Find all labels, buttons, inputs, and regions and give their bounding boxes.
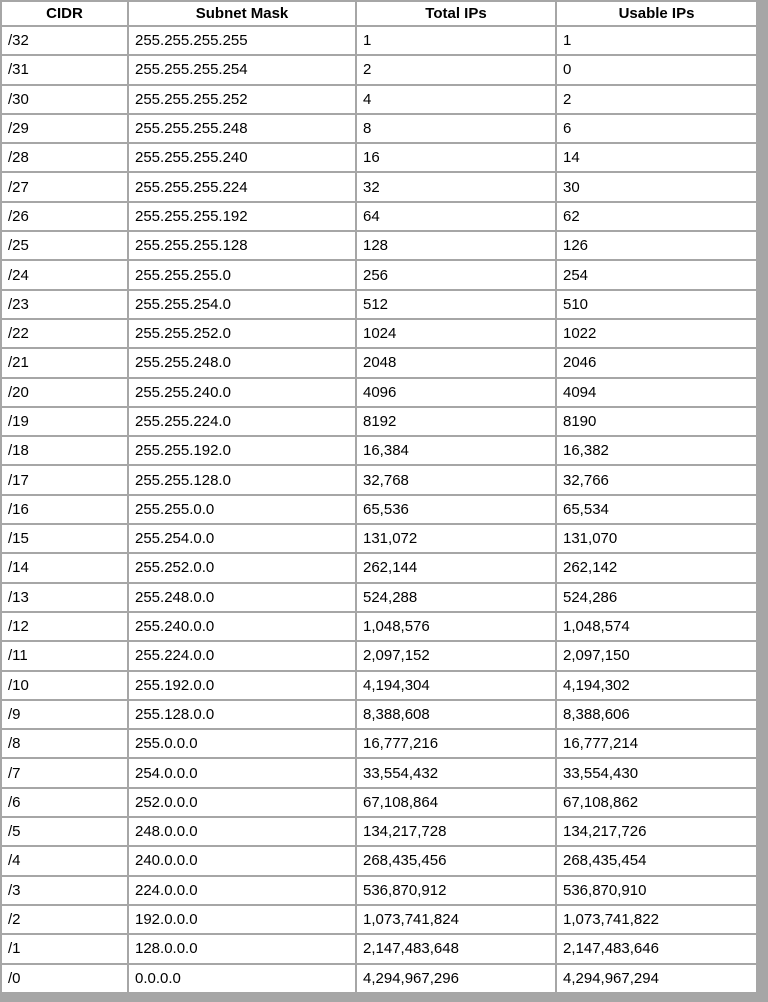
- total-ips-cell: 8192: [356, 407, 556, 436]
- table-row: [1, 231, 757, 260]
- usable-ips-cell: 2: [556, 85, 757, 114]
- table-row: [1, 817, 757, 846]
- cidr-cell: /28: [1, 143, 128, 172]
- subnet-mask-cell: 255.255.192.0: [128, 436, 356, 465]
- usable-ips-cell: 2,097,150: [556, 641, 757, 670]
- total-ips-cell: 256: [356, 260, 556, 289]
- total-ips-cell: 4,194,304: [356, 671, 556, 700]
- usable-ips-cell: 2,147,483,646: [556, 934, 757, 963]
- total-ips-cell: 4,294,967,296: [356, 964, 556, 994]
- column-header-total-ips: Total IPs: [356, 1, 556, 26]
- cidr-cell: /0: [1, 964, 128, 994]
- subnet-mask-cell: 255.255.255.252: [128, 85, 356, 114]
- total-ips-cell: 2,097,152: [356, 641, 556, 670]
- column-header-cidr: CIDR: [1, 1, 128, 26]
- subnet-mask-cell: 128.0.0.0: [128, 934, 356, 963]
- total-ips-cell: 65,536: [356, 495, 556, 524]
- usable-ips-cell: 4,194,302: [556, 671, 757, 700]
- subnet-mask-cell: 255.192.0.0: [128, 671, 356, 700]
- table-row: [1, 583, 757, 612]
- usable-ips-cell: 30: [556, 172, 757, 201]
- table-row: [1, 290, 757, 319]
- subnet-mask-cell: 255.240.0.0: [128, 612, 356, 641]
- table-row: [1, 905, 757, 934]
- table-row: [1, 85, 757, 114]
- usable-ips-cell: 510: [556, 290, 757, 319]
- usable-ips-cell: 126: [556, 231, 757, 260]
- table-row: [1, 758, 757, 787]
- table-row: [1, 436, 757, 465]
- usable-ips-cell: 536,870,910: [556, 876, 757, 905]
- cidr-cell: /11: [1, 641, 128, 670]
- usable-ips-cell: 268,435,454: [556, 846, 757, 875]
- usable-ips-cell: 134,217,726: [556, 817, 757, 846]
- cidr-cell: /31: [1, 55, 128, 84]
- subnet-mask-cell: 255.255.248.0: [128, 348, 356, 377]
- subnet-mask-cell: 252.0.0.0: [128, 788, 356, 817]
- total-ips-cell: 2,147,483,648: [356, 934, 556, 963]
- subnet-mask-cell: 255.224.0.0: [128, 641, 356, 670]
- usable-ips-cell: 8190: [556, 407, 757, 436]
- total-ips-cell: 2: [356, 55, 556, 84]
- table-row: [1, 788, 757, 817]
- total-ips-cell: 32: [356, 172, 556, 201]
- table-row: [1, 729, 757, 758]
- table-row: [1, 143, 757, 172]
- table-row: [1, 641, 757, 670]
- total-ips-cell: 64: [356, 202, 556, 231]
- usable-ips-cell: 14: [556, 143, 757, 172]
- subnet-mask-cell: 255.255.255.254: [128, 55, 356, 84]
- usable-ips-cell: 1: [556, 26, 757, 55]
- cidr-cell: /19: [1, 407, 128, 436]
- usable-ips-cell: 0: [556, 55, 757, 84]
- total-ips-cell: 67,108,864: [356, 788, 556, 817]
- table-row: [1, 260, 757, 289]
- table-row: [1, 553, 757, 582]
- cidr-cell: /22: [1, 319, 128, 348]
- subnet-mask-cell: 192.0.0.0: [128, 905, 356, 934]
- subnet-mask-cell: 255.252.0.0: [128, 553, 356, 582]
- total-ips-cell: 262,144: [356, 553, 556, 582]
- usable-ips-cell: 6: [556, 114, 757, 143]
- usable-ips-cell: 1,048,574: [556, 612, 757, 641]
- total-ips-cell: 4: [356, 85, 556, 114]
- total-ips-cell: 524,288: [356, 583, 556, 612]
- column-header-usable-ips: Usable IPs: [556, 1, 757, 26]
- usable-ips-cell: 262,142: [556, 553, 757, 582]
- subnet-mask-cell: 255.248.0.0: [128, 583, 356, 612]
- subnet-mask-cell: 255.254.0.0: [128, 524, 356, 553]
- cidr-cell: /1: [1, 934, 128, 963]
- table-row: [1, 964, 757, 994]
- table-row: [1, 172, 757, 201]
- subnet-mask-cell: 255.255.0.0: [128, 495, 356, 524]
- subnet-mask-cell: 255.255.255.224: [128, 172, 356, 201]
- usable-ips-cell: 33,554,430: [556, 758, 757, 787]
- total-ips-cell: 1: [356, 26, 556, 55]
- subnet-mask-cell: 255.128.0.0: [128, 700, 356, 729]
- cidr-cell: /10: [1, 671, 128, 700]
- table-row: [1, 700, 757, 729]
- table-row: [1, 202, 757, 231]
- usable-ips-cell: 62: [556, 202, 757, 231]
- cidr-cell: /32: [1, 26, 128, 55]
- subnet-mask-cell: 0.0.0.0: [128, 964, 356, 994]
- subnet-mask-cell: 224.0.0.0: [128, 876, 356, 905]
- subnet-mask-cell: 255.255.255.240: [128, 143, 356, 172]
- cidr-cell: /24: [1, 260, 128, 289]
- header-row: [1, 1, 757, 26]
- table-row: [1, 348, 757, 377]
- subnet-mask-cell: 254.0.0.0: [128, 758, 356, 787]
- table-row: [1, 495, 757, 524]
- subnet-mask-cell: 255.255.255.192: [128, 202, 356, 231]
- usable-ips-cell: 8,388,606: [556, 700, 757, 729]
- cidr-cell: /14: [1, 553, 128, 582]
- table-row: [1, 407, 757, 436]
- usable-ips-cell: 131,070: [556, 524, 757, 553]
- cidr-cell: /12: [1, 612, 128, 641]
- cidr-cell: /17: [1, 465, 128, 494]
- cidr-cell: /30: [1, 85, 128, 114]
- cidr-cell: /2: [1, 905, 128, 934]
- usable-ips-cell: 4,294,967,294: [556, 964, 757, 994]
- total-ips-cell: 32,768: [356, 465, 556, 494]
- total-ips-cell: 512: [356, 290, 556, 319]
- subnet-mask-cell: 255.255.240.0: [128, 378, 356, 407]
- table-row: [1, 612, 757, 641]
- table-row: [1, 671, 757, 700]
- usable-ips-cell: 524,286: [556, 583, 757, 612]
- cidr-cell: /20: [1, 378, 128, 407]
- total-ips-cell: 2048: [356, 348, 556, 377]
- total-ips-cell: 1,073,741,824: [356, 905, 556, 934]
- subnet-mask-cell: 255.0.0.0: [128, 729, 356, 758]
- cidr-cell: /4: [1, 846, 128, 875]
- total-ips-cell: 536,870,912: [356, 876, 556, 905]
- table-row: [1, 876, 757, 905]
- subnet-mask-cell: 255.255.224.0: [128, 407, 356, 436]
- subnet-mask-cell: 255.255.254.0: [128, 290, 356, 319]
- cidr-cell: /29: [1, 114, 128, 143]
- usable-ips-cell: 254: [556, 260, 757, 289]
- total-ips-cell: 1024: [356, 319, 556, 348]
- subnet-mask-cell: 255.255.255.0: [128, 260, 356, 289]
- cidr-cell: /8: [1, 729, 128, 758]
- usable-ips-cell: 32,766: [556, 465, 757, 494]
- total-ips-cell: 134,217,728: [356, 817, 556, 846]
- total-ips-cell: 16,777,216: [356, 729, 556, 758]
- usable-ips-cell: 1022: [556, 319, 757, 348]
- subnet-mask-cell: 255.255.252.0: [128, 319, 356, 348]
- cidr-cell: /18: [1, 436, 128, 465]
- cidr-cell: /25: [1, 231, 128, 260]
- cidr-cell: /3: [1, 876, 128, 905]
- total-ips-cell: 16: [356, 143, 556, 172]
- cidr-cell: /7: [1, 758, 128, 787]
- table-row: [1, 934, 757, 963]
- usable-ips-cell: 16,777,214: [556, 729, 757, 758]
- table-row: [1, 26, 757, 55]
- usable-ips-cell: 16,382: [556, 436, 757, 465]
- table-row: [1, 319, 757, 348]
- table-body: [1, 26, 757, 993]
- usable-ips-cell: 1,073,741,822: [556, 905, 757, 934]
- total-ips-cell: 8: [356, 114, 556, 143]
- subnet-mask-cell: 255.255.255.255: [128, 26, 356, 55]
- cidr-cell: /26: [1, 202, 128, 231]
- column-header-subnet-mask: Subnet Mask: [128, 1, 356, 26]
- table-row: [1, 846, 757, 875]
- total-ips-cell: 128: [356, 231, 556, 260]
- cidr-cell: /13: [1, 583, 128, 612]
- total-ips-cell: 1,048,576: [356, 612, 556, 641]
- subnet-mask-cell: 240.0.0.0: [128, 846, 356, 875]
- table-row: [1, 378, 757, 407]
- subnet-mask-cell: 255.255.255.248: [128, 114, 356, 143]
- cidr-cell: /15: [1, 524, 128, 553]
- total-ips-cell: 16,384: [356, 436, 556, 465]
- total-ips-cell: 8,388,608: [356, 700, 556, 729]
- cidr-cell: /6: [1, 788, 128, 817]
- table-row: [1, 465, 757, 494]
- table-row: [1, 114, 757, 143]
- cidr-cell: /23: [1, 290, 128, 319]
- usable-ips-cell: 67,108,862: [556, 788, 757, 817]
- total-ips-cell: 4096: [356, 378, 556, 407]
- cidr-cell: /5: [1, 817, 128, 846]
- table-row: [1, 524, 757, 553]
- usable-ips-cell: 4094: [556, 378, 757, 407]
- cidr-cell: /9: [1, 700, 128, 729]
- table-row: [1, 55, 757, 84]
- total-ips-cell: 131,072: [356, 524, 556, 553]
- cidr-cell: /16: [1, 495, 128, 524]
- subnet-mask-cell: 248.0.0.0: [128, 817, 356, 846]
- cidr-cell: /27: [1, 172, 128, 201]
- total-ips-cell: 33,554,432: [356, 758, 556, 787]
- usable-ips-cell: 2046: [556, 348, 757, 377]
- usable-ips-cell: 65,534: [556, 495, 757, 524]
- subnet-mask-cell: 255.255.255.128: [128, 231, 356, 260]
- total-ips-cell: 268,435,456: [356, 846, 556, 875]
- subnet-mask-cell: 255.255.128.0: [128, 465, 356, 494]
- cidr-cell: /21: [1, 348, 128, 377]
